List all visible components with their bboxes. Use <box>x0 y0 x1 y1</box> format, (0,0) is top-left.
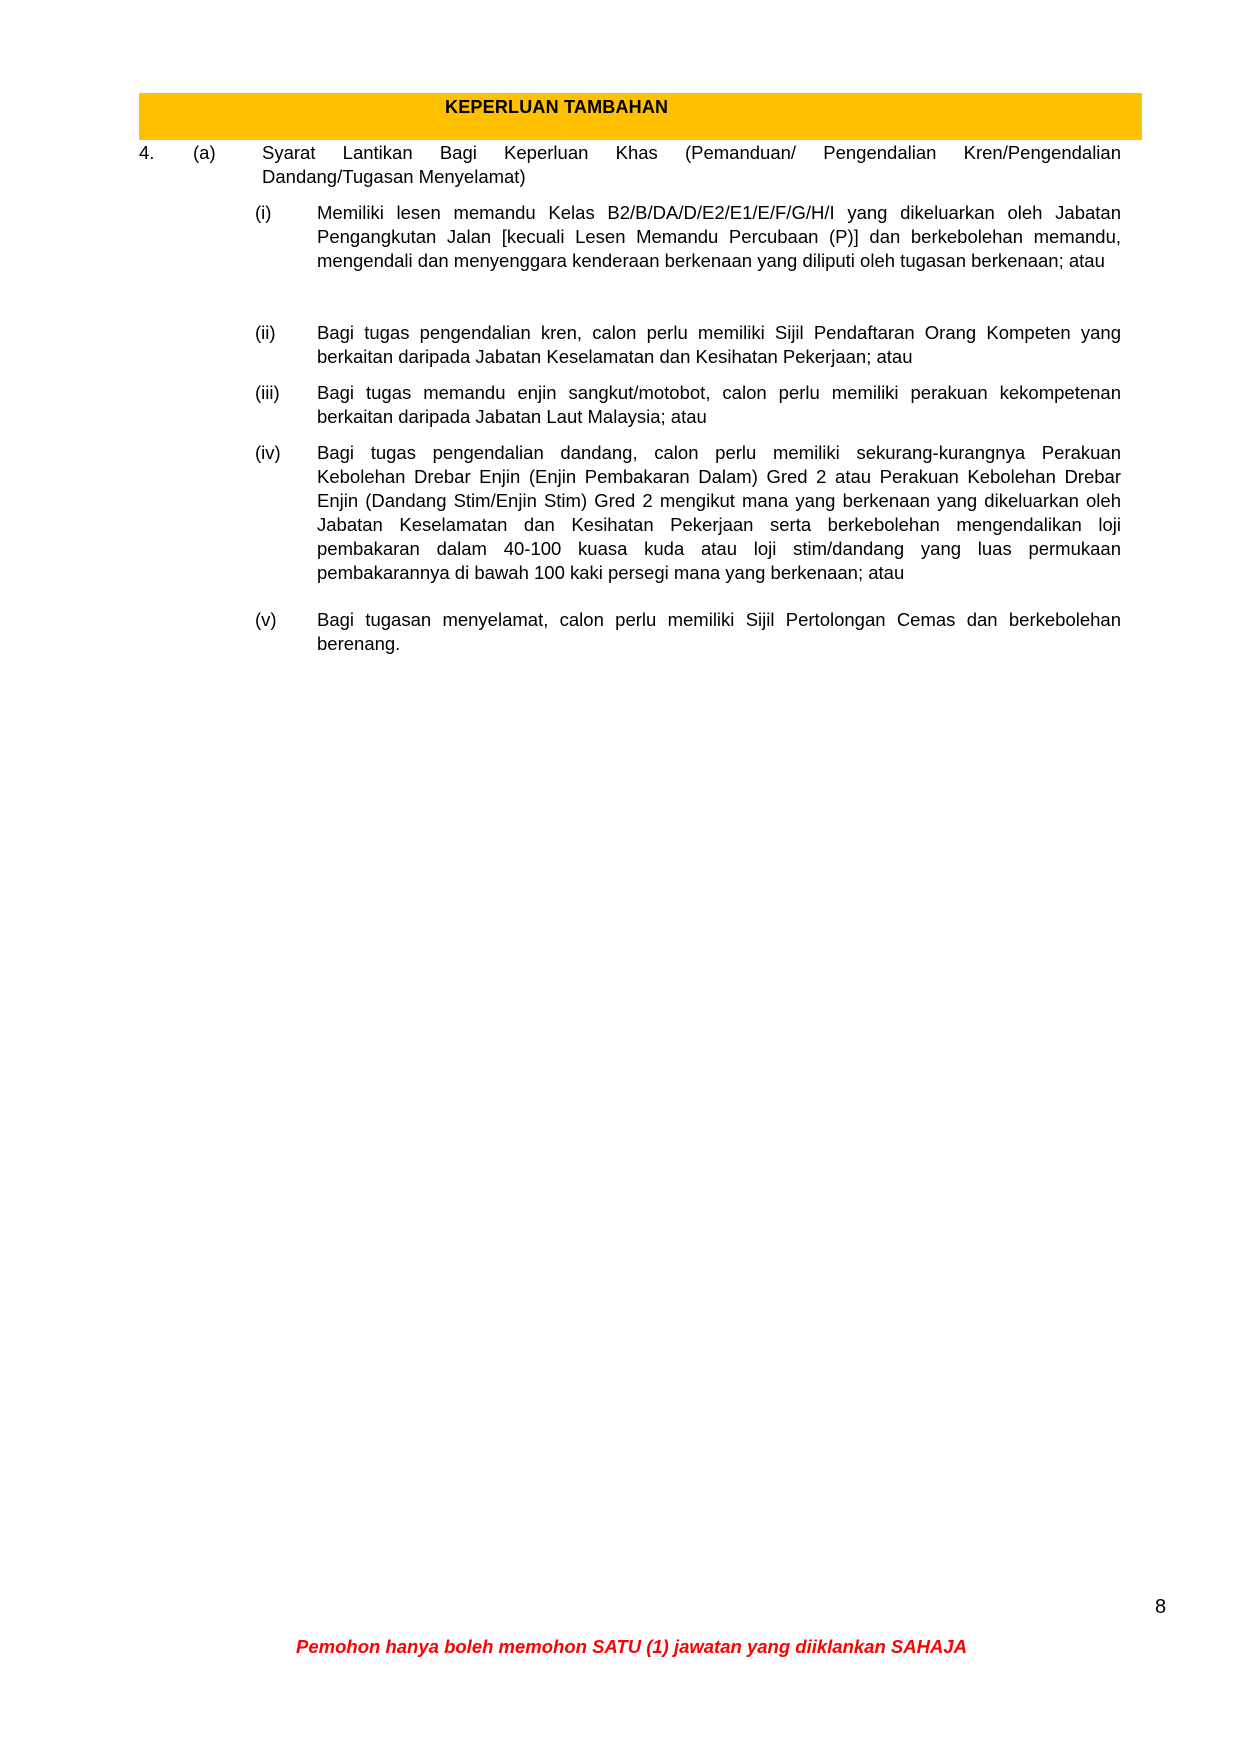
list-item-label: (iii) <box>255 382 280 403</box>
section-banner <box>139 93 1142 140</box>
section-number: 4. <box>139 142 155 163</box>
list-item-text: Bagi tugas pengendalian dandang, calon perlu memiliki sekurang-kurangnya Perakuan Kebolehan Drebar Enjin (Enjin Pembakaran Dalam) Gred 2 atau Perakuan Kebolehan Drebar Enjin (Dandang Stim/Enjin Stim) Gred 2 mengikut mana yang berkenaan yang dikeluarkan oleh Jabatan Keselamatan dan Kesihatan Pekerjaan serta berkebolehan mengendalikan loji pembakaran dalam 40-100 kuasa kuda atau loji stim/dandang yang luas permukaan pembakarannya di bawah 100 kaki persegi mana yang berkenaan; atau <box>317 442 1121 583</box>
list-item-label: (v) <box>255 609 277 630</box>
banner-title: KEPERLUAN TAMBAHAN <box>445 97 669 117</box>
page-number: 8 <box>1155 1596 1167 1618</box>
list-item-text: Bagi tugasan menyelamat, calon perlu memiliki Sijil Pertolongan Cemas dan berkebolehan berenang. <box>317 609 1121 654</box>
subsection-label: (a) <box>193 142 216 163</box>
list-item-label: (i) <box>255 202 272 223</box>
list-item-text: Bagi tugas memandu enjin sangkut/motobot, calon perlu memiliki perakuan kekompetenan berkaitan daripada Jabatan Laut Malaysia; atau <box>317 382 1121 427</box>
footer-notice-text: Pemohon hanya boleh memohon SATU (1) jawatan yang diiklankan SAHAJA <box>296 1636 967 1657</box>
list-item-text: Memiliki lesen memandu Kelas B2/B/DA/D/E2/E1/E/F/G/H/I yang dikeluarkan oleh Jabatan Pengangkutan Jalan [kecuali Lesen Memandu Percubaan (P)] dan berkebolehan memandu, mengendali dan menyenggara kenderaan berkenaan yang diliputi oleh tugasan berkenaan; atau <box>317 202 1121 271</box>
list-item-text: Bagi tugas pengendalian kren, calon perlu memiliki Sijil Pendaftaran Orang Kompeten yang berkaitan daripada Jabatan Keselamatan dan Kesihatan Pekerjaan; atau <box>317 322 1121 367</box>
list-item-label: (ii) <box>255 322 276 343</box>
subsection-heading: Syarat Lantikan Bagi Keperluan Khas (Pemanduan/ Pengendalian Kren/Pengendalian Dandang/Tugasan Menyelamat) <box>262 142 1121 187</box>
list-item-label: (iv) <box>255 442 281 463</box>
footer-notice <box>0 1636 1241 1658</box>
